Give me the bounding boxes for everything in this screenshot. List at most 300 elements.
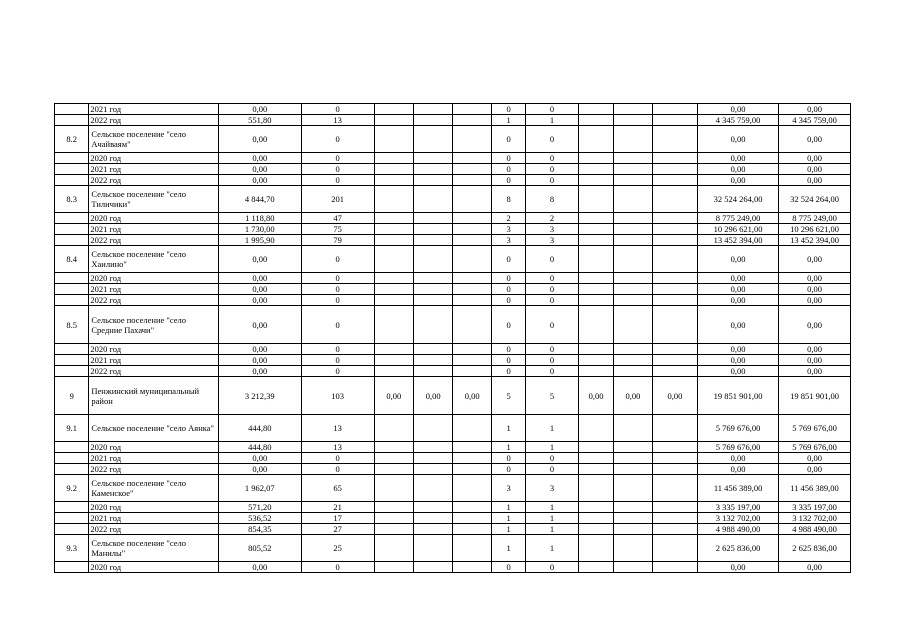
row-number	[55, 464, 89, 475]
col-5-value	[453, 115, 491, 126]
col-3-value	[374, 415, 413, 442]
col-5-value	[453, 366, 491, 377]
row-number	[55, 273, 89, 284]
col-5-value	[453, 126, 491, 153]
residents-value: 0	[301, 175, 374, 186]
cost-total-value: 0,00	[698, 562, 779, 573]
col-5-value	[453, 415, 491, 442]
row-name: 2020 год	[89, 562, 218, 573]
col-3-value	[374, 175, 413, 186]
col-3-value	[374, 344, 413, 355]
col-10-value	[652, 175, 698, 186]
col-5-value	[453, 164, 491, 175]
col-10-value	[652, 453, 698, 464]
residents-value: 201	[301, 186, 374, 213]
col-10-value	[652, 273, 698, 284]
col-9-value	[614, 464, 652, 475]
cost-total-value: 4 988 490,00	[698, 524, 779, 535]
col-4-value	[414, 126, 453, 153]
count-a-value: 3	[491, 235, 525, 246]
col-5-value	[453, 213, 491, 224]
col-4-value	[414, 502, 453, 513]
row-name: Сельское поселение "село Средние Пахачи"	[89, 306, 218, 344]
col-8-value	[578, 562, 613, 573]
col-9-value	[614, 224, 652, 235]
row-number: 9	[55, 377, 89, 415]
col-3-value	[374, 235, 413, 246]
table-row-year	[55, 366, 851, 377]
residents-value: 0	[301, 246, 374, 273]
cost-total-value: 0,00	[698, 344, 779, 355]
cost-budget-value: 10 296 621,00	[779, 224, 851, 235]
cost-budget-value: 0,00	[779, 306, 851, 344]
count-b-value: 1	[526, 415, 579, 442]
area-value: 854,35	[218, 524, 301, 535]
row-number: 8.3	[55, 186, 89, 213]
col-8-value	[578, 442, 613, 453]
residents-value: 25	[301, 535, 374, 562]
cost-total-value: 10 296 621,00	[698, 224, 779, 235]
col-4-value	[414, 186, 453, 213]
count-b-value: 5	[526, 377, 579, 415]
col-8-value	[578, 306, 613, 344]
residents-value: 0	[301, 104, 374, 115]
col-9-value	[614, 295, 652, 306]
col-3-value	[374, 453, 413, 464]
count-a-value: 1	[491, 442, 525, 453]
cost-total-value: 0,00	[698, 295, 779, 306]
cost-budget-value: 13 452 394,00	[779, 235, 851, 246]
cost-budget-value: 0,00	[779, 104, 851, 115]
col-10-value	[652, 213, 698, 224]
col-9-value	[614, 153, 652, 164]
col-4-value	[414, 344, 453, 355]
count-b-value: 1	[526, 513, 579, 524]
area-value: 0,00	[218, 104, 301, 115]
col-5-value	[453, 235, 491, 246]
area-value: 0,00	[218, 562, 301, 573]
col-3-value	[374, 224, 413, 235]
col-9-value	[614, 115, 652, 126]
col-8-value	[578, 164, 613, 175]
row-number	[55, 213, 89, 224]
cost-total-value: 3 335 197,00	[698, 502, 779, 513]
col-9-value	[614, 524, 652, 535]
col-10-value	[652, 415, 698, 442]
col-4-value	[414, 213, 453, 224]
table-row-year	[55, 513, 851, 524]
col-3-value	[374, 306, 413, 344]
col-10-value	[652, 246, 698, 273]
area-value: 3 212,39	[218, 377, 301, 415]
col-9-value	[614, 126, 652, 153]
residents-value: 75	[301, 224, 374, 235]
count-b-value: 1	[526, 535, 579, 562]
col-8-value: 0,00	[578, 377, 613, 415]
col-8-value	[578, 513, 613, 524]
count-b-value: 8	[526, 186, 579, 213]
cost-budget-value: 0,00	[779, 355, 851, 366]
count-a-value: 0	[491, 306, 525, 344]
row-name: 2021 год	[89, 224, 218, 235]
residents-value: 47	[301, 213, 374, 224]
col-5-value	[453, 355, 491, 366]
cost-total-value: 0,00	[698, 284, 779, 295]
area-value: 551,80	[218, 115, 301, 126]
col-5-value	[453, 453, 491, 464]
col-10-value	[652, 295, 698, 306]
col-5-value	[453, 524, 491, 535]
row-name: 2021 год	[89, 355, 218, 366]
count-a-value: 3	[491, 475, 525, 502]
row-name: 2022 год	[89, 235, 218, 246]
col-4-value	[414, 175, 453, 186]
row-name: Сельское поселение "село Аянка"	[89, 415, 218, 442]
cost-budget-value: 8 775 249,00	[779, 213, 851, 224]
cost-total-value: 0,00	[698, 246, 779, 273]
col-4-value	[414, 475, 453, 502]
cost-budget-value: 5 769 676,00	[779, 442, 851, 453]
row-name: 2021 год	[89, 284, 218, 295]
col-3-value	[374, 355, 413, 366]
cost-total-value: 0,00	[698, 355, 779, 366]
residents-value: 103	[301, 377, 374, 415]
col-8-value	[578, 284, 613, 295]
count-a-value: 8	[491, 186, 525, 213]
col-3-value	[374, 104, 413, 115]
row-name: 2021 год	[89, 513, 218, 524]
cost-total-value: 0,00	[698, 453, 779, 464]
col-4-value	[414, 153, 453, 164]
table-row-year	[55, 524, 851, 535]
count-a-value: 0	[491, 164, 525, 175]
cost-total-value: 2 625 836,00	[698, 535, 779, 562]
cost-total-value: 5 769 676,00	[698, 442, 779, 453]
col-4-value	[414, 366, 453, 377]
col-10-value	[652, 524, 698, 535]
count-a-value: 0	[491, 366, 525, 377]
count-b-value: 1	[526, 115, 579, 126]
col-4-value	[414, 273, 453, 284]
col-9-value	[614, 453, 652, 464]
count-b-value: 0	[526, 464, 579, 475]
col-3-value	[374, 295, 413, 306]
cost-budget-value: 0,00	[779, 295, 851, 306]
table-row-year	[55, 344, 851, 355]
col-10-value	[652, 164, 698, 175]
cost-total-value: 4 345 759,00	[698, 115, 779, 126]
col-10-value	[652, 513, 698, 524]
table-row-entity	[55, 186, 851, 213]
count-a-value: 0	[491, 153, 525, 164]
row-number	[55, 284, 89, 295]
area-value: 444,80	[218, 415, 301, 442]
cost-budget-value: 0,00	[779, 246, 851, 273]
col-8-value	[578, 475, 613, 502]
col-5-value	[453, 273, 491, 284]
area-value: 0,00	[218, 295, 301, 306]
cost-budget-value: 0,00	[779, 153, 851, 164]
row-name: 2022 год	[89, 464, 218, 475]
count-b-value: 0	[526, 175, 579, 186]
col-9-value	[614, 442, 652, 453]
cost-budget-value: 0,00	[779, 175, 851, 186]
col-3-value	[374, 366, 413, 377]
cost-total-value: 0,00	[698, 175, 779, 186]
col-10-value	[652, 535, 698, 562]
area-value: 444,80	[218, 442, 301, 453]
col-10-value: 0,00	[652, 377, 698, 415]
col-10-value	[652, 115, 698, 126]
cost-total-value: 0,00	[698, 464, 779, 475]
area-value: 0,00	[218, 164, 301, 175]
cost-total-value: 0,00	[698, 164, 779, 175]
col-8-value	[578, 415, 613, 442]
col-4-value	[414, 224, 453, 235]
table-row-year	[55, 355, 851, 366]
count-a-value: 0	[491, 344, 525, 355]
cost-total-value: 3 132 702,00	[698, 513, 779, 524]
residents-value: 0	[301, 464, 374, 475]
col-8-value	[578, 186, 613, 213]
col-5-value	[453, 475, 491, 502]
count-b-value: 2	[526, 213, 579, 224]
col-5-value	[453, 306, 491, 344]
row-number	[55, 175, 89, 186]
cost-total-value: 0,00	[698, 153, 779, 164]
area-value: 0,00	[218, 464, 301, 475]
col-5-value	[453, 562, 491, 573]
table-row-entity	[55, 377, 851, 415]
area-value: 1 118,80	[218, 213, 301, 224]
row-name: Пенжинский муниципальный район	[89, 377, 218, 415]
cost-budget-value: 0,00	[779, 164, 851, 175]
col-4-value	[414, 453, 453, 464]
cost-budget-value: 3 132 702,00	[779, 513, 851, 524]
col-9-value	[614, 164, 652, 175]
col-3-value	[374, 475, 413, 502]
col-10-value	[652, 562, 698, 573]
row-name: Сельское поселение "село Каменское"	[89, 475, 218, 502]
count-b-value: 0	[526, 453, 579, 464]
count-b-value: 0	[526, 355, 579, 366]
count-b-value: 0	[526, 104, 579, 115]
col-8-value	[578, 344, 613, 355]
row-number: 9.2	[55, 475, 89, 502]
row-name: 2020 год	[89, 213, 218, 224]
col-3-value	[374, 153, 413, 164]
col-3-value	[374, 186, 413, 213]
col-9-value	[614, 246, 652, 273]
table-row-year	[55, 273, 851, 284]
col-4-value	[414, 115, 453, 126]
count-b-value: 0	[526, 295, 579, 306]
cost-budget-value: 5 769 676,00	[779, 415, 851, 442]
area-value: 0,00	[218, 246, 301, 273]
count-a-value: 1	[491, 524, 525, 535]
table-row-entity	[55, 415, 851, 442]
col-9-value	[614, 284, 652, 295]
col-9-value	[614, 475, 652, 502]
col-9-value: 0,00	[614, 377, 652, 415]
col-3-value	[374, 273, 413, 284]
count-a-value: 0	[491, 126, 525, 153]
residents-value: 13	[301, 115, 374, 126]
count-a-value: 0	[491, 104, 525, 115]
residents-value: 65	[301, 475, 374, 502]
residents-value: 0	[301, 344, 374, 355]
col-3-value	[374, 126, 413, 153]
count-b-value: 0	[526, 153, 579, 164]
residents-value: 0	[301, 355, 374, 366]
count-b-value: 0	[526, 246, 579, 273]
col-9-value	[614, 235, 652, 246]
count-a-value: 0	[491, 175, 525, 186]
cost-total-value: 5 769 676,00	[698, 415, 779, 442]
table-row-year	[55, 295, 851, 306]
col-8-value	[578, 535, 613, 562]
row-number: 8.5	[55, 306, 89, 344]
count-b-value: 0	[526, 366, 579, 377]
table-body	[55, 104, 851, 573]
count-b-value: 3	[526, 475, 579, 502]
row-name: 2020 год	[89, 344, 218, 355]
residents-value: 0	[301, 284, 374, 295]
col-5-value	[453, 502, 491, 513]
cost-budget-value: 0,00	[779, 453, 851, 464]
cost-budget-value: 0,00	[779, 366, 851, 377]
area-value: 4 844,70	[218, 186, 301, 213]
area-value: 1 995,90	[218, 235, 301, 246]
col-3-value	[374, 562, 413, 573]
col-8-value	[578, 502, 613, 513]
col-5-value	[453, 513, 491, 524]
col-5-value	[453, 175, 491, 186]
row-name: 2020 год	[89, 153, 218, 164]
col-9-value	[614, 513, 652, 524]
table-row-year	[55, 453, 851, 464]
col-3-value	[374, 284, 413, 295]
col-8-value	[578, 453, 613, 464]
row-number	[55, 442, 89, 453]
col-5-value	[453, 153, 491, 164]
col-8-value	[578, 213, 613, 224]
area-value: 0,00	[218, 453, 301, 464]
col-4-value	[414, 104, 453, 115]
col-5-value	[453, 246, 491, 273]
cost-budget-value: 4 345 759,00	[779, 115, 851, 126]
count-a-value: 1	[491, 502, 525, 513]
col-4-value	[414, 524, 453, 535]
col-9-value	[614, 273, 652, 284]
table-row-year	[55, 502, 851, 513]
col-9-value	[614, 175, 652, 186]
col-4-value	[414, 535, 453, 562]
residents-value: 13	[301, 415, 374, 442]
col-10-value	[652, 475, 698, 502]
col-9-value	[614, 415, 652, 442]
col-3-value	[374, 213, 413, 224]
col-3-value: 0,00	[374, 377, 413, 415]
table-row-year	[55, 164, 851, 175]
row-number	[55, 513, 89, 524]
col-10-value	[652, 235, 698, 246]
col-4-value	[414, 306, 453, 344]
residents-value: 0	[301, 164, 374, 175]
area-value: 0,00	[218, 175, 301, 186]
row-name: Сельское поселение "село Ачайваям"	[89, 126, 218, 153]
row-number	[55, 366, 89, 377]
col-3-value	[374, 513, 413, 524]
col-3-value	[374, 164, 413, 175]
col-5-value	[453, 104, 491, 115]
col-9-value	[614, 306, 652, 344]
residents-value: 21	[301, 502, 374, 513]
residents-value: 0	[301, 306, 374, 344]
col-9-value	[614, 213, 652, 224]
residents-value: 0	[301, 153, 374, 164]
row-name: 2022 год	[89, 295, 218, 306]
col-8-value	[578, 246, 613, 273]
count-a-value: 3	[491, 224, 525, 235]
count-a-value: 2	[491, 213, 525, 224]
col-9-value	[614, 344, 652, 355]
cost-total-value: 0,00	[698, 306, 779, 344]
col-9-value	[614, 502, 652, 513]
col-8-value	[578, 224, 613, 235]
cost-budget-value: 0,00	[779, 273, 851, 284]
count-a-value: 0	[491, 273, 525, 284]
residents-value: 13	[301, 442, 374, 453]
area-value: 805,52	[218, 535, 301, 562]
count-a-value: 0	[491, 355, 525, 366]
table-row-entity	[55, 246, 851, 273]
count-b-value: 0	[526, 284, 579, 295]
table-row-entity	[55, 306, 851, 344]
col-4-value: 0,00	[414, 377, 453, 415]
count-b-value: 0	[526, 273, 579, 284]
col-10-value	[652, 464, 698, 475]
row-number	[55, 562, 89, 573]
col-3-value	[374, 246, 413, 273]
row-number	[55, 344, 89, 355]
col-4-value	[414, 355, 453, 366]
table-row-year	[55, 235, 851, 246]
cost-total-value: 8 775 249,00	[698, 213, 779, 224]
col-3-value	[374, 464, 413, 475]
count-b-value: 0	[526, 344, 579, 355]
cost-budget-value: 0,00	[779, 464, 851, 475]
cost-budget-value: 2 625 836,00	[779, 535, 851, 562]
residents-value: 0	[301, 366, 374, 377]
col-9-value	[614, 355, 652, 366]
count-a-value: 0	[491, 295, 525, 306]
area-value: 0,00	[218, 126, 301, 153]
cost-budget-value: 32 524 264,00	[779, 186, 851, 213]
col-10-value	[652, 284, 698, 295]
col-8-value	[578, 273, 613, 284]
residents-value: 27	[301, 524, 374, 535]
col-5-value	[453, 464, 491, 475]
cost-budget-value: 4 988 490,00	[779, 524, 851, 535]
col-4-value	[414, 295, 453, 306]
col-10-value	[652, 442, 698, 453]
row-name: 2022 год	[89, 524, 218, 535]
count-b-value: 1	[526, 502, 579, 513]
area-value: 0,00	[218, 306, 301, 344]
area-value: 1 962,07	[218, 475, 301, 502]
residents-value: 0	[301, 562, 374, 573]
